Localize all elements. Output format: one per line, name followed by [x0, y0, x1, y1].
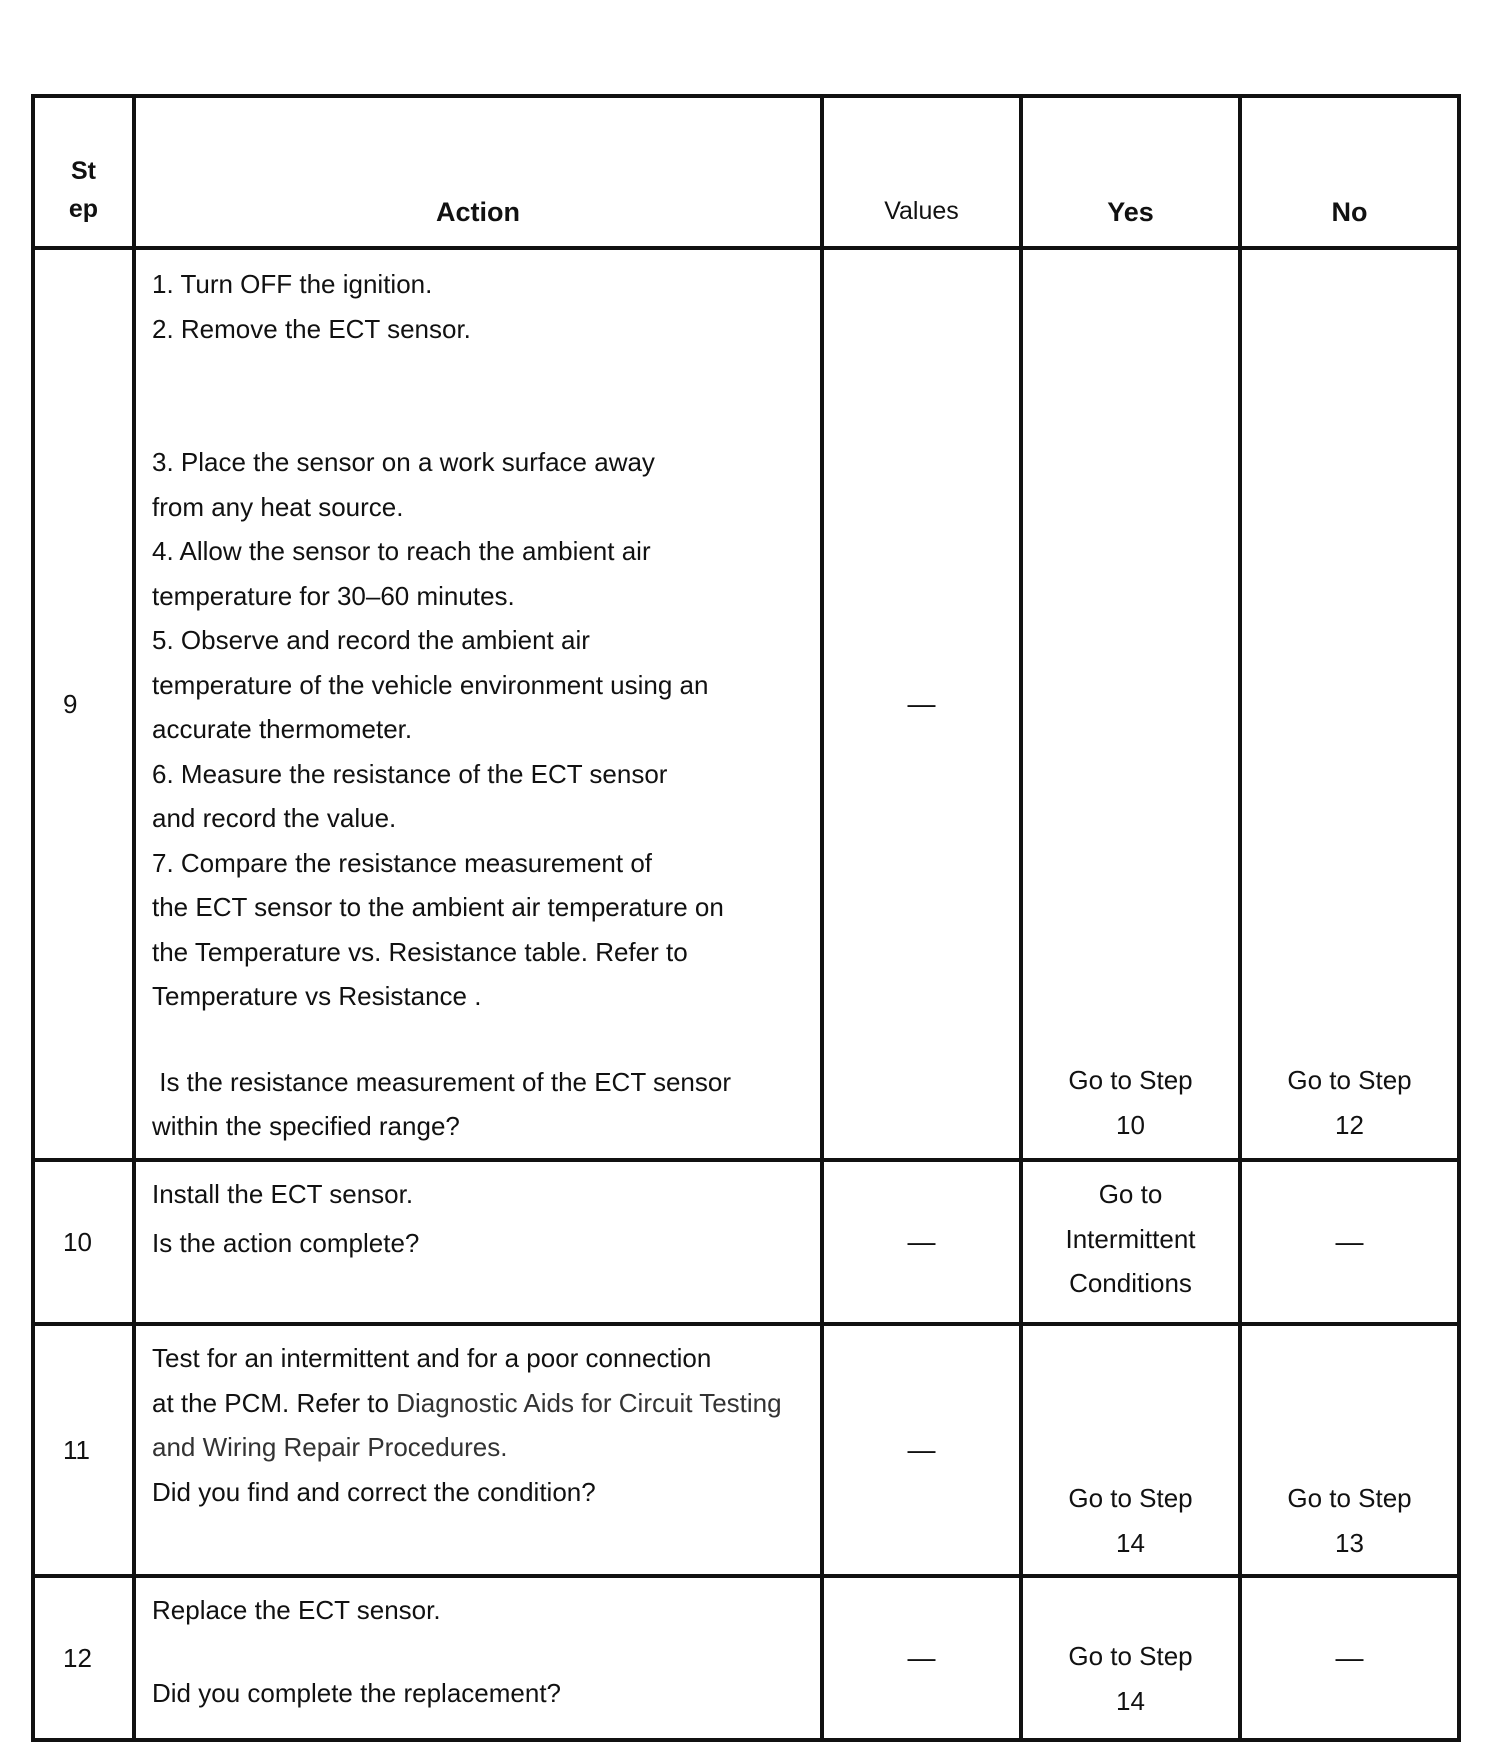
- action-line: 4. Allow the sensor to reach the ambient air: [152, 536, 651, 566]
- action-line: Install the ECT sensor.: [152, 1179, 414, 1209]
- yes-goto-line1: Go to Step: [1068, 1065, 1193, 1095]
- no-cell: [1240, 1160, 1459, 1324]
- no-cell: [1240, 248, 1459, 1160]
- step-cell: [33, 248, 134, 1160]
- yes-cell: [1021, 1324, 1240, 1576]
- no-goto-line1: Go to Step: [1287, 1065, 1412, 1095]
- step-number: 10: [63, 1226, 92, 1257]
- action-line: temperature of the vehicle environment using an: [152, 669, 709, 700]
- no-cell: [1240, 1324, 1459, 1576]
- action-line: 3. Place the sensor on a work surface away: [152, 447, 655, 477]
- yes-goto-line2: 10: [1116, 1109, 1145, 1140]
- values-dash: —: [907, 1641, 936, 1673]
- action-line: 1. Turn OFF the ignition.: [152, 269, 433, 299]
- no-goto: [1242, 1058, 1457, 1147]
- no-goto-line1: Go to Step: [1287, 1483, 1412, 1513]
- no-dash: —: [1335, 1225, 1364, 1257]
- yes-goto: [1023, 1058, 1238, 1147]
- header-no-label: No: [1331, 197, 1368, 227]
- step-cell: [33, 1160, 134, 1324]
- action-cell: [134, 248, 822, 1160]
- action-line: Temperature vs Resistance .: [152, 981, 482, 1011]
- action-cell: [134, 1576, 822, 1740]
- header-step-line2: ep: [68, 195, 99, 223]
- header-action-label: Action: [436, 197, 520, 227]
- header-no: [1240, 96, 1459, 248]
- step-cell: [33, 1576, 134, 1740]
- action-line: and Wiring Repair Procedures.: [152, 1432, 508, 1462]
- values-cell: [822, 248, 1021, 1160]
- yes-goto-line1: Go to: [1098, 1179, 1163, 1209]
- no-cell: [1240, 1576, 1459, 1740]
- values-dash: —: [907, 1433, 936, 1465]
- table-row: [33, 248, 1459, 1160]
- question-line: within the specified range?: [152, 1111, 460, 1141]
- step-number: 12: [63, 1642, 92, 1673]
- yes-goto-line1: Go to Step: [1068, 1641, 1193, 1671]
- no-goto-line2: 13: [1335, 1527, 1364, 1558]
- values-cell: [822, 1160, 1021, 1324]
- diagnostic-aids-reference: Diagnostic Aids for Circuit Testing: [396, 1387, 782, 1418]
- header-yes: [1021, 96, 1240, 248]
- action-line: accurate thermometer.: [152, 714, 413, 744]
- action-line: 5. Observe and record the ambient air: [152, 625, 590, 655]
- diagnostic-table: [31, 94, 1461, 1742]
- no-dash: —: [1335, 1641, 1364, 1673]
- action-line: the Temperature vs. Resistance table. Refer to: [152, 936, 688, 967]
- no-goto: [1242, 1476, 1457, 1565]
- action-text: at the PCM. Refer to: [152, 1387, 397, 1418]
- question-line: Did you complete the replacement?: [152, 1677, 562, 1708]
- step-number: 11: [63, 1434, 90, 1465]
- yes-cell: [1021, 248, 1240, 1160]
- header-step-line1: St: [71, 157, 96, 185]
- yes-goto-line3: Conditions: [1069, 1268, 1192, 1298]
- action-cell: [134, 1324, 822, 1576]
- yes-cell: [1021, 1160, 1240, 1324]
- table-row: [33, 1324, 1459, 1576]
- action-line: Replace the ECT sensor.: [152, 1595, 441, 1625]
- header-row: [33, 96, 1459, 248]
- yes-cell: [1021, 1576, 1240, 1740]
- values-cell: [822, 1576, 1021, 1740]
- header-step: [33, 96, 134, 248]
- action-line: 7. Compare the resistance measurement of: [152, 847, 653, 878]
- yes-goto-line2: 14: [1116, 1527, 1145, 1558]
- step-number: 9: [63, 688, 78, 719]
- action-cell: [134, 1160, 822, 1324]
- yes-goto-line2: Intermittent: [1065, 1223, 1196, 1254]
- question-line: Is the resistance measurement of the ECT sensor: [152, 1066, 732, 1097]
- step-cell: [33, 1324, 134, 1576]
- action-line: temperature for 30–60 minutes.: [152, 580, 515, 611]
- values-dash: —: [907, 1225, 936, 1257]
- question-line: Is the action complete?: [152, 1227, 420, 1258]
- action-line: 2. Remove the ECT sensor.: [152, 313, 471, 344]
- action-line: and record the value.: [152, 803, 397, 833]
- no-goto-line2: 12: [1335, 1109, 1364, 1140]
- header-values-label: Values: [884, 197, 959, 225]
- yes-goto: [1023, 1634, 1238, 1723]
- action-line: 6. Measure the resistance of the ECT sensor: [152, 758, 668, 789]
- header-yes-label: Yes: [1107, 197, 1154, 227]
- action-line: [152, 1381, 810, 1426]
- action-line: from any heat source.: [152, 491, 404, 522]
- yes-goto: [1023, 1476, 1238, 1565]
- header-values: [822, 96, 1021, 248]
- values-dash: —: [907, 687, 936, 719]
- values-cell: [822, 1324, 1021, 1576]
- question-line: Did you find and correct the condition?: [152, 1476, 596, 1507]
- action-line: Test for an intermittent and for a poor connection: [152, 1343, 712, 1373]
- table-row: [33, 1160, 1459, 1324]
- yes-goto-line2: 14: [1116, 1685, 1145, 1716]
- action-line: the ECT sensor to the ambient air temperature on: [152, 892, 724, 922]
- table-row: [33, 1576, 1459, 1740]
- yes-goto-line1: Go to Step: [1068, 1483, 1193, 1513]
- yes-goto: [1023, 1172, 1238, 1306]
- header-action: [134, 96, 822, 248]
